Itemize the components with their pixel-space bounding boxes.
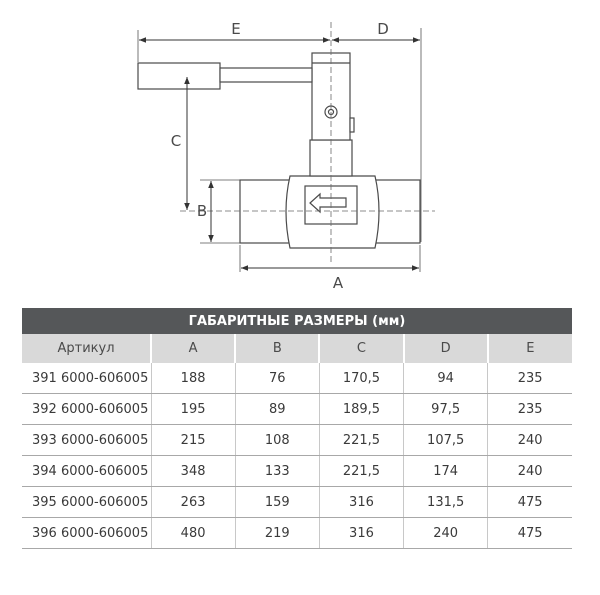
table-row xyxy=(22,456,572,487)
table-row xyxy=(22,363,572,394)
table-header-row xyxy=(22,334,572,363)
cell-article: 393 6000-606005 xyxy=(22,425,151,456)
cell-a: 188 xyxy=(151,363,235,394)
cell-b: 89 xyxy=(235,394,319,425)
cell-d: 174 xyxy=(404,456,488,487)
cell-article: 396 6000-606005 xyxy=(22,518,151,549)
cell-c: 221,5 xyxy=(319,456,403,487)
handle-grip xyxy=(138,63,220,89)
dim-label-a: A xyxy=(332,274,344,292)
table-row xyxy=(22,425,572,456)
cell-a: 195 xyxy=(151,394,235,425)
header-d: D xyxy=(404,334,488,363)
cell-a: 263 xyxy=(151,487,235,518)
table-row xyxy=(22,487,572,518)
cell-c: 221,5 xyxy=(319,425,403,456)
cell-e: 475 xyxy=(488,518,572,549)
cell-c: 316 xyxy=(319,518,403,549)
handle-bar xyxy=(220,68,312,82)
header-a: A xyxy=(151,334,235,363)
cell-e: 240 xyxy=(488,456,572,487)
cell-b: 76 xyxy=(235,363,319,394)
cell-d: 97,5 xyxy=(404,394,488,425)
table-title: ГАБАРИТНЫЕ РАЗМЕРЫ (мм) xyxy=(22,308,572,334)
header-b: B xyxy=(235,334,319,363)
cell-c: 316 xyxy=(319,487,403,518)
cell-e: 475 xyxy=(488,487,572,518)
cell-b: 108 xyxy=(235,425,319,456)
cell-article: 395 6000-606005 xyxy=(22,487,151,518)
cell-e: 240 xyxy=(488,425,572,456)
cell-c: 189,5 xyxy=(319,394,403,425)
dimensions-table xyxy=(22,308,572,549)
cell-c: 170,5 xyxy=(319,363,403,394)
table-row xyxy=(22,518,572,549)
cell-d: 131,5 xyxy=(404,487,488,518)
header-article: Артикул xyxy=(22,334,151,363)
pipe-right xyxy=(375,180,420,243)
header-e: E xyxy=(488,334,572,363)
cell-b: 219 xyxy=(235,518,319,549)
cell-article: 392 6000-606005 xyxy=(22,394,151,425)
dim-label-c: C xyxy=(170,132,182,150)
cell-d: 107,5 xyxy=(404,425,488,456)
dim-label-d: D xyxy=(377,20,389,38)
cell-d: 94 xyxy=(404,363,488,394)
pipe-left xyxy=(240,180,290,243)
cell-a: 215 xyxy=(151,425,235,456)
cell-a: 480 xyxy=(151,518,235,549)
cell-b: 133 xyxy=(235,456,319,487)
dim-label-b: B xyxy=(196,202,208,220)
cell-article: 391 6000-606005 xyxy=(22,363,151,394)
cell-e: 235 xyxy=(488,363,572,394)
cell-a: 348 xyxy=(151,456,235,487)
header-c: C xyxy=(319,334,403,363)
cell-b: 159 xyxy=(235,487,319,518)
cell-article: 394 6000-606005 xyxy=(22,456,151,487)
cell-d: 240 xyxy=(404,518,488,549)
table-row xyxy=(22,394,572,425)
dim-label-e: E xyxy=(231,20,241,38)
cell-e: 235 xyxy=(488,394,572,425)
